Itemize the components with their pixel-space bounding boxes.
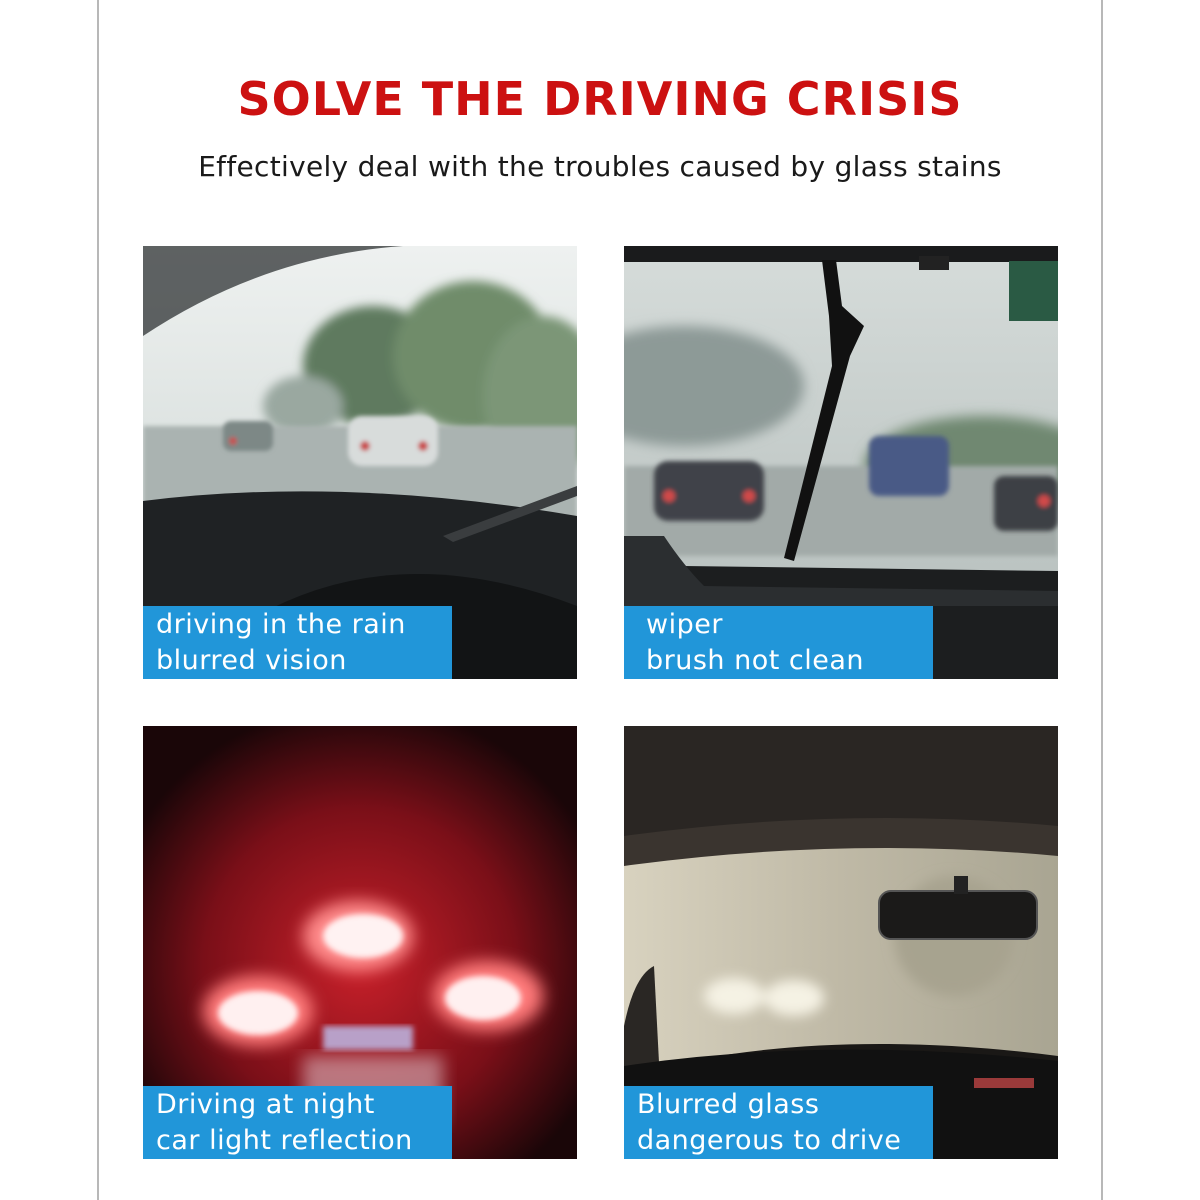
caption-line: brush not clean [646,645,865,676]
page-title: SOLVE THE DRIVING CRISIS [237,72,963,126]
caption-blurred-glass [624,1086,933,1159]
blurred-glass-photo [624,726,1058,1159]
caption-night [143,1086,452,1159]
night-driving-photo [143,726,577,1159]
caption-line: wiper [646,609,723,640]
caption-wiper [624,606,933,679]
rain-driving-photo [143,246,577,679]
caption-line: driving in the rain [156,609,406,640]
caption-rain [143,606,452,679]
page-subtitle: Effectively deal with the troubles caused by glass stains [198,150,1002,183]
caption-line: blurred vision [156,645,347,676]
caption-line: Driving at night [156,1089,375,1120]
wiper-photo [624,246,1058,679]
caption-line: dangerous to drive [637,1125,902,1156]
caption-line: car light reflection [156,1125,413,1156]
caption-line: Blurred glass [637,1089,820,1120]
